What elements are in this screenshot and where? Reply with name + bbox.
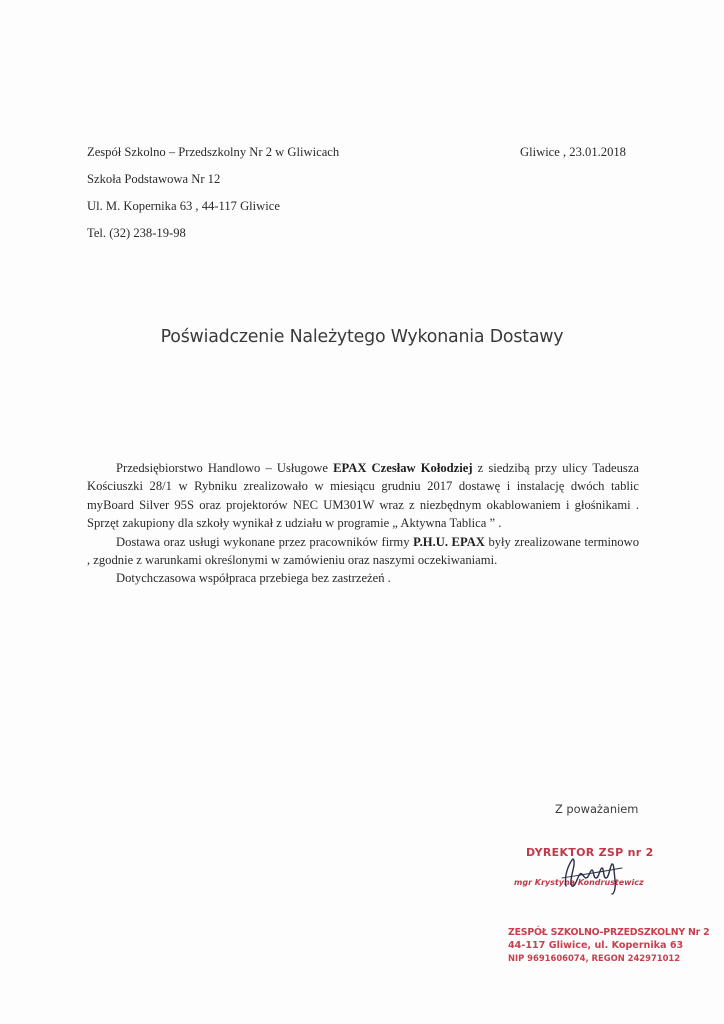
- school-stamp: [508, 926, 708, 965]
- p1-text-b: z siedzibą przy ulicy Tadeusza Kościuszki 28/1 w Rybniku zrealizowało w miesiącu grudniu 2017 dostawę i instalację dwóch tablic myBoard Silver 95S oraz projektorów NEC UM301W wraz z niezbędnym okablowaniem i głośnikami . Sprzęt zakupiony dla szkoły wynikał z udziału w programie „ Aktywna Tablica ” .: [87, 461, 639, 531]
- document-title: Poświadczenie Należytego Wykonania Dostawy: [160, 327, 564, 347]
- body-paragraph-1: [87, 459, 639, 533]
- sender-school-unit: Szkoła Podstawowa Nr 12: [87, 172, 221, 186]
- director-stamp-title: DYREKTOR ZSP nr 2: [526, 846, 654, 859]
- body-paragraph-3: Dotychczasowa współpraca przebiega bez zastrzeżeń .: [116, 571, 391, 586]
- closing-salutation: Z poważaniem: [555, 802, 639, 816]
- director-stamp: [514, 840, 704, 900]
- sender-school-name: Zespół Szkolno – Przedszkolny Nr 2 w Gliwicach: [87, 145, 340, 159]
- p2-text-b: były zrealizowane terminowo , zgodnie z warunkami określonymi w zamówieniu oraz naszymi oczekiwaniami.: [87, 534, 639, 568]
- sender-street-address: Ul. M. Kopernika 63 , 44-117 Gliwice: [87, 199, 280, 213]
- school-stamp-name: ZESPÓŁ SZKOLNO-PRZEDSZKOLNY Nr 2: [508, 927, 710, 938]
- document-body: [87, 459, 639, 588]
- school-stamp-tax-ids: NIP 9691606074, REGON 242971012: [508, 953, 681, 963]
- signature-icon: [544, 848, 644, 898]
- p1-text-a: Przedsiębiorstwo Handlowo – Usługowe: [116, 461, 334, 475]
- p2-text-a: Dostawa oraz usługi wykonane przez pracowników firmy: [116, 534, 414, 549]
- sender-address-block: [87, 139, 339, 247]
- body-paragraph-2: [87, 533, 639, 570]
- p2-company-name: P.H.U. EPAX: [413, 534, 485, 549]
- director-stamp-name: mgr Krystyna Kondrustewicz: [514, 878, 644, 887]
- school-stamp-address: 44-117 Gliwice, ul. Kopernika 63: [508, 940, 684, 951]
- sender-phone: Tel. (32) 238-19-98: [87, 226, 186, 240]
- document-date: Gliwice , 23.01.2018: [520, 145, 626, 159]
- p1-company-name: EPAX Czesław Kołodziej: [333, 461, 473, 475]
